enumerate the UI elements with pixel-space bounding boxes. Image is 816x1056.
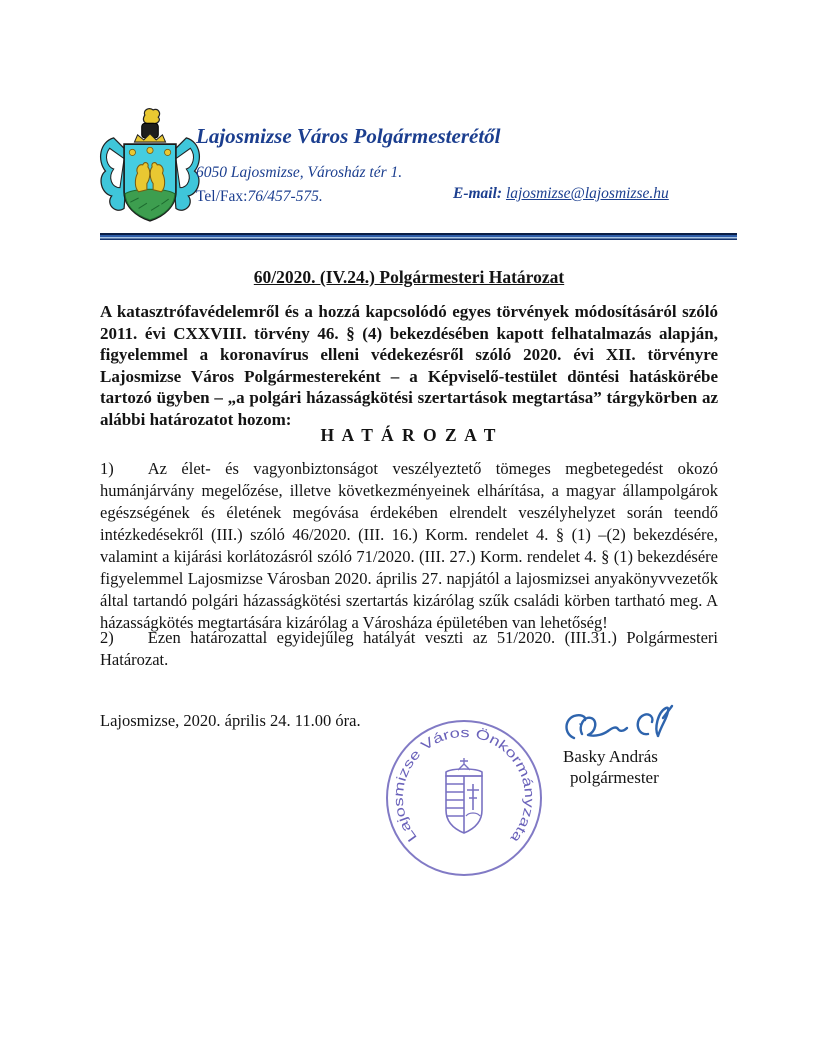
telfax-value: 76/457-575. <box>247 188 323 205</box>
org-email <box>453 185 669 203</box>
point-text: Az élet- és vagyonbiztonságot veszélyeztető tömeges megbetegedést okozó humánjárvány megelőzése, illetve következményeinek elhárítása, a magyar állampolgárok egészségének és életének megóvása érdekében elrendelt veszélyhelyzet során teendő intézkedésekről (III.) szóló 46/2020. (III. 16.) Korm. rendelet 4. § (1) –(2) bekezdésére, valamint a kijárási korlátozásról szóló 71/2020. (III. 27.) Korm. rendelet 4. § (1) bekezdésére figyelemmel Lajosmizse Városban 2020. április 27. napjától a lajosmizsei anyakönyvvezetők által tartandó polgári házasságkötési szertartás kizárólag szűk családi körben tartható meg. A házasságkötés megtartására kizárólag a Városháza épületében van lehetőség! <box>100 459 718 632</box>
org-title: Lajosmizse Város Polgármesterétől <box>196 124 501 148</box>
document-title: 60/2020. (IV.24.) Polgármesteri Határozat <box>253 267 565 287</box>
decision-point-2 <box>100 627 718 671</box>
email-label: E-mail: <box>453 185 503 202</box>
intro-paragraph: A katasztrófavédelemről és a hozzá kapcsolódó egyes törvények módosításáról szóló 2011. évi CXXVIII. törvény 46. § (4) bekezdésében kapott felhatalmazás alapján, figyelemmel a koronavírus elleni védekezésről szóló 2020. évi XII. törvényre Lajosmizse Város Polgármestereként – a Képviselő-testület döntési hatáskörébe tartozó ügyben – „a polgári házasságkötési szertartások megtartása” tárgykörben az alábbi határozatot hozom: <box>100 302 718 429</box>
stamp-text: Lajosmizse Város Önkormányzata <box>390 724 538 845</box>
point-number: 1) <box>100 459 114 478</box>
point-number: 2) <box>100 628 114 647</box>
official-round-stamp <box>380 714 548 882</box>
signatory-role: polgármester <box>570 768 659 787</box>
stamp-emblem-icon <box>446 758 482 833</box>
point-text: Ezen határozattal egyidejűleg hatályát veszti az 51/2020. (III.31.) Polgármesteri Határozat. <box>100 628 718 669</box>
telfax-label: Tel/Fax: <box>196 188 248 205</box>
city-coat-of-arms-icon <box>93 106 207 232</box>
section-heading: H A T Á R O Z A T <box>320 425 498 445</box>
letterhead-rule <box>100 233 737 240</box>
handwritten-signature-icon <box>560 704 680 750</box>
org-address: 6050 Lajosmizse, Városház tér 1. <box>196 164 403 181</box>
org-telfax <box>196 188 323 206</box>
decision-point-1 <box>100 458 718 634</box>
email-link[interactable]: lajosmizse@lajosmizse.hu <box>505 185 669 202</box>
signatory-name: Basky András <box>563 747 658 766</box>
dateline: Lajosmizse, 2020. április 24. 11.00 óra. <box>100 711 361 730</box>
